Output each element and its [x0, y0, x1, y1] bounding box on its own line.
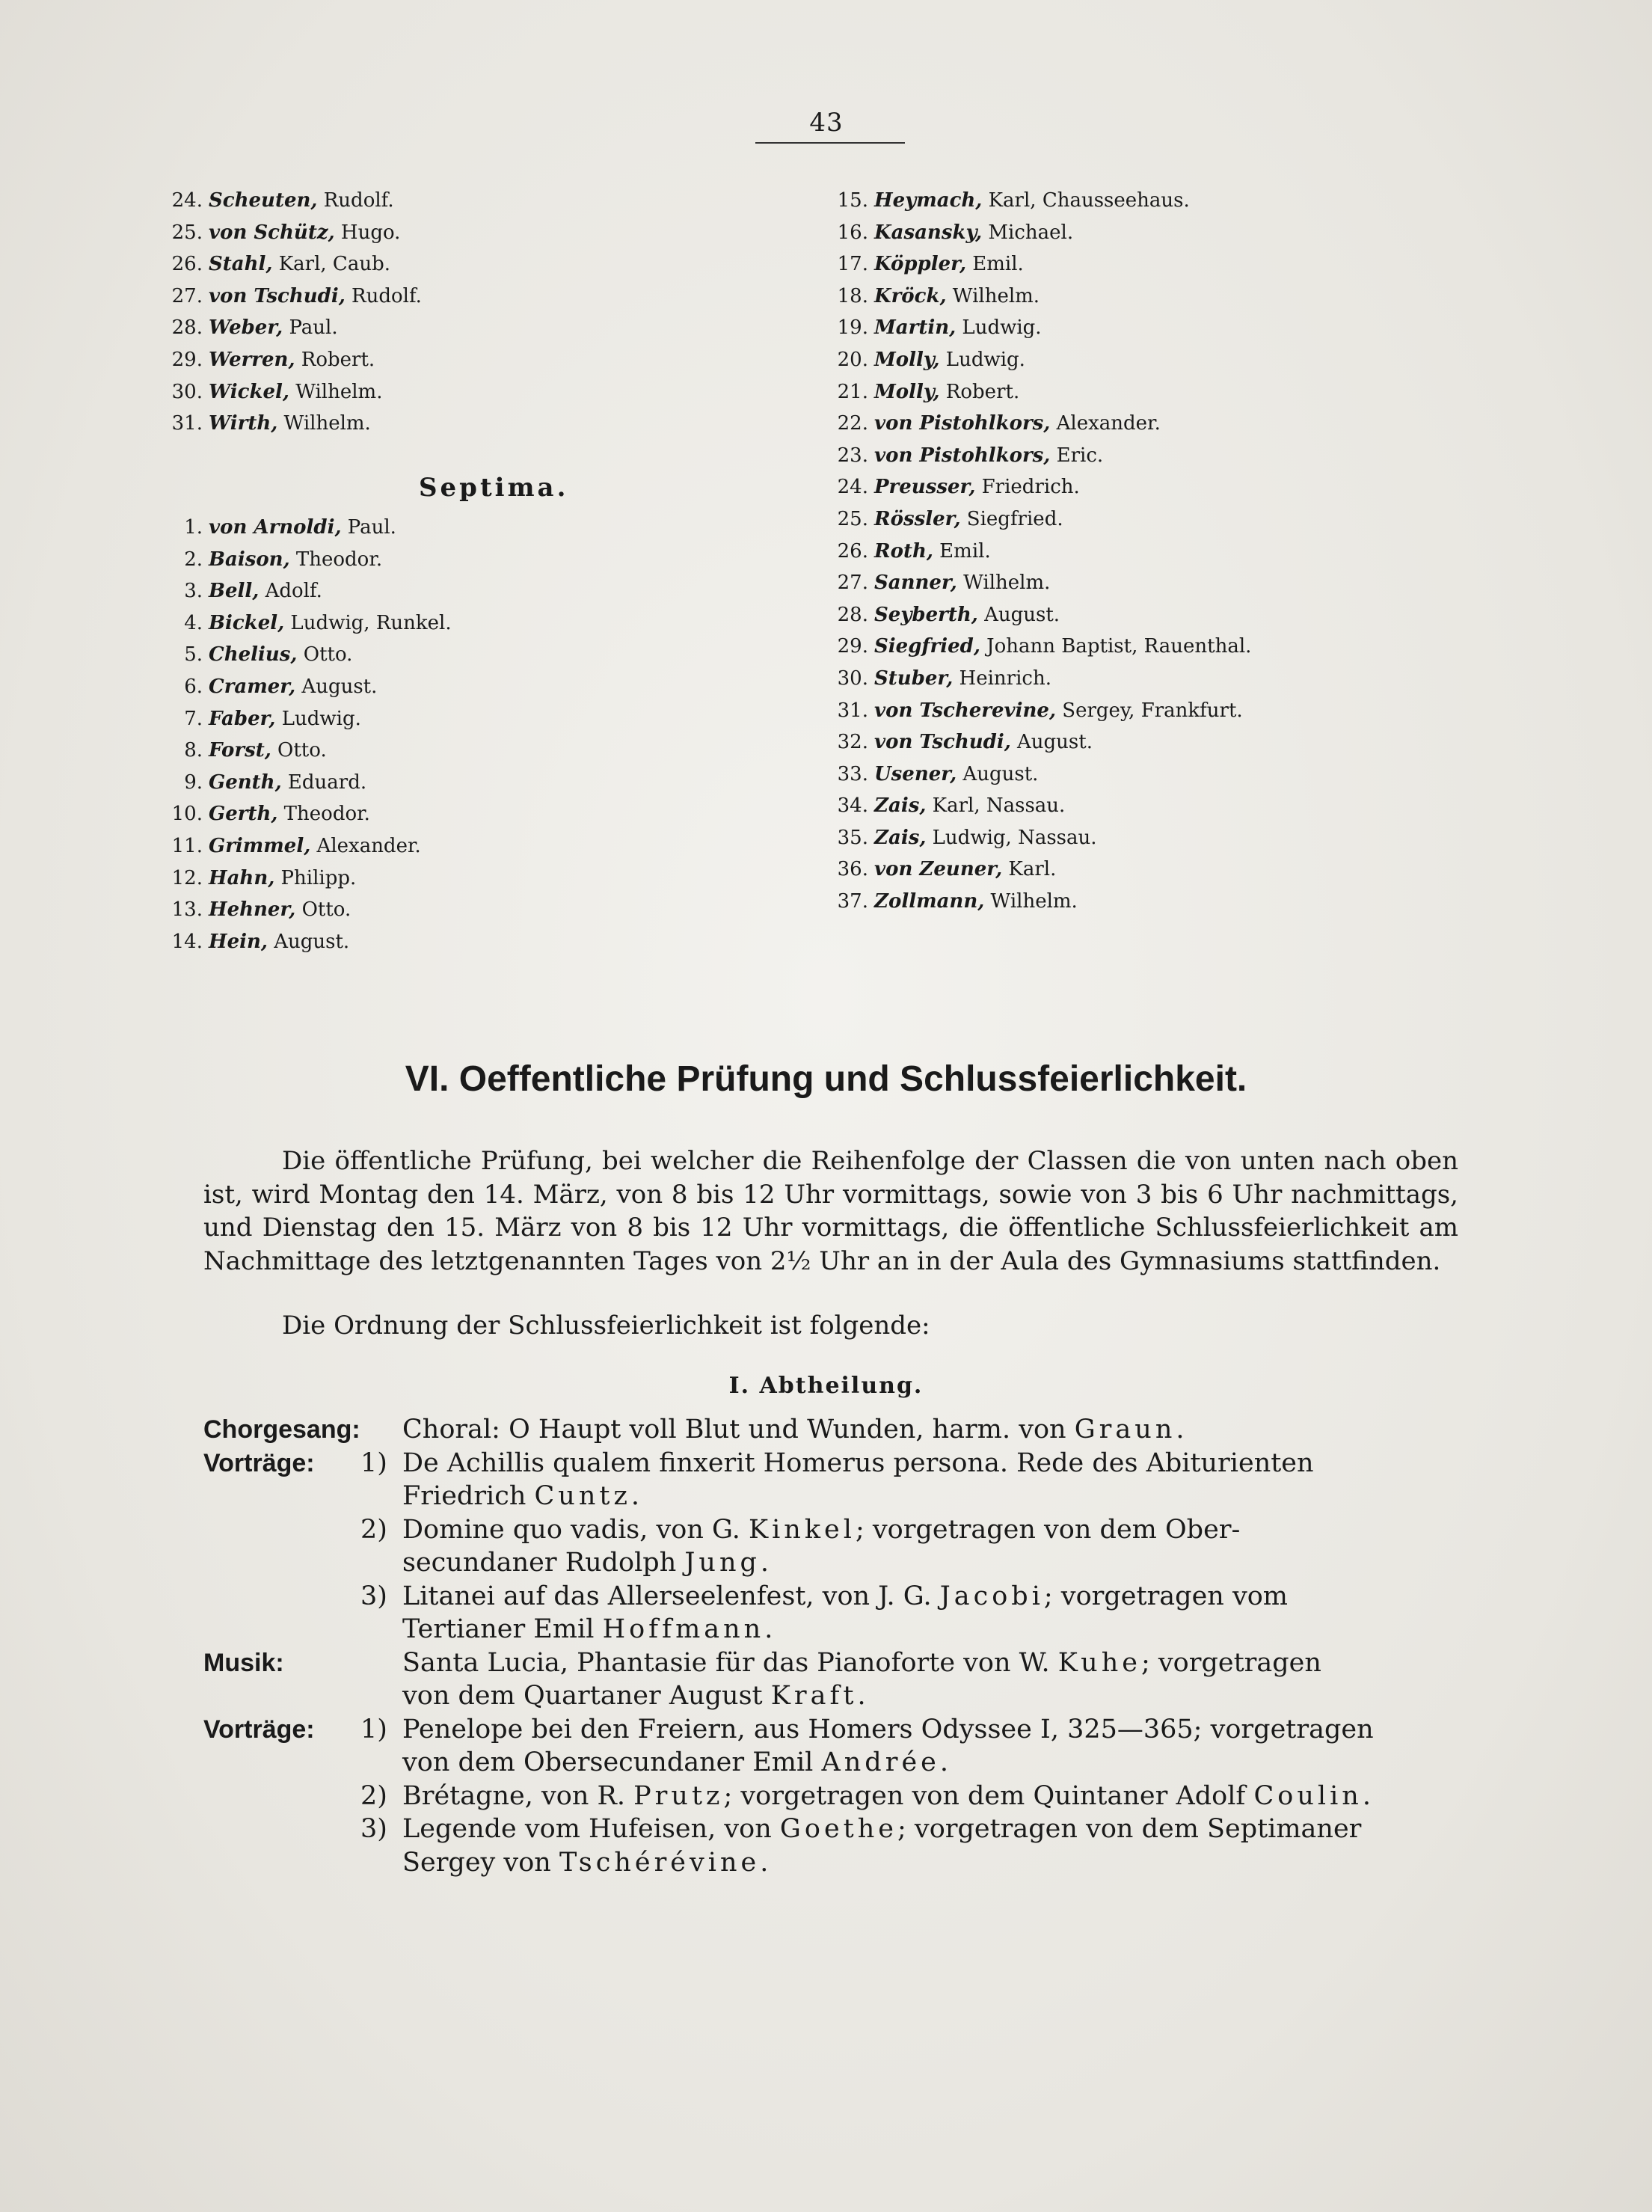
list-item: [826, 503, 1251, 536]
item-details: August.: [267, 930, 350, 953]
item-surname: Zollmann,: [874, 890, 985, 913]
paragraph-ordnung: Die Ordnung der Schlussfeierlichkeit ist folgende:: [282, 1311, 930, 1341]
item-surname: Zais,: [874, 826, 927, 849]
list-item: [826, 312, 1251, 344]
item-details: Ludwig.: [275, 707, 361, 730]
item-surname: Seyberth,: [874, 603, 978, 626]
item-details: Karl, Caub.: [272, 253, 390, 276]
item-number: 24.: [171, 189, 203, 212]
list-item: [826, 759, 1251, 791]
item-number: 33.: [837, 762, 868, 785]
list-item: [826, 440, 1251, 472]
musik-line2: von dem Quartaner August Kraft.: [402, 1681, 870, 1711]
item-details: Karl, Chausseehaus.: [982, 189, 1190, 212]
item-surname: Kröck,: [874, 284, 947, 307]
v1-line1: De Achillis qualem finxerit Homerus persona. Rede des Abiturienten: [402, 1448, 1314, 1478]
item-details: Ludwig.: [956, 316, 1042, 340]
item-surname: Chelius,: [209, 643, 298, 667]
list-item: [161, 312, 422, 344]
list-item: [826, 408, 1251, 440]
item-surname: Wickel,: [209, 380, 289, 403]
item-surname: von Tschudi,: [209, 284, 346, 307]
item-surname: von Pistohlkors,: [874, 412, 1051, 435]
list-item: [826, 471, 1251, 503]
list-item: [161, 344, 422, 376]
item-number: 23.: [837, 444, 868, 467]
item-details: August.: [977, 603, 1060, 626]
list-item: [826, 281, 1251, 313]
item-details: Eduard.: [281, 770, 367, 794]
list-item: [161, 575, 452, 607]
item-surname: Preusser,: [874, 476, 976, 499]
item-surname: Martin,: [874, 316, 956, 340]
item-details: August.: [956, 762, 1039, 785]
item-details: Ludwig, Nassau.: [926, 826, 1097, 849]
list-item: [161, 767, 452, 799]
item-number: 34.: [837, 794, 868, 818]
list-item: [161, 671, 452, 703]
item-number: 31.: [837, 699, 868, 722]
w1-number: 1): [360, 1715, 387, 1744]
vortraege-label: Vorträge:: [203, 1449, 315, 1477]
item-details: Paul.: [341, 516, 396, 539]
item-details: Rudolf.: [345, 284, 422, 307]
list-item: [161, 217, 422, 249]
item-details: Adolf.: [259, 580, 322, 603]
item-number: 2.: [184, 548, 203, 571]
item-number: 27.: [171, 284, 203, 307]
abtheilung-heading: I. Abtheilung.: [728, 1373, 924, 1399]
item-surname: Siegfried,: [874, 635, 980, 658]
item-surname: Werren,: [209, 348, 295, 371]
item-details: August.: [1010, 731, 1093, 754]
item-details: Heinrich.: [953, 667, 1051, 690]
item-number: 7.: [184, 707, 203, 730]
item-details: Theodor.: [277, 803, 370, 826]
item-details: Alexander.: [310, 834, 421, 857]
item-details: Sergey, Frankfurt.: [1056, 699, 1243, 722]
item-details: Siegfried.: [960, 507, 1063, 530]
item-number: 12.: [171, 866, 203, 889]
w3-line1: Legende vom Hufeisen, von Goethe; vorgetragen von dem Septimaner: [402, 1814, 1362, 1844]
item-details: Robert.: [939, 380, 1020, 403]
page-number-rule: [755, 142, 905, 144]
item-surname: von Arnoldi,: [209, 516, 342, 539]
item-surname: von Zeuner,: [874, 858, 1003, 881]
item-number: 16.: [837, 221, 868, 244]
list-item: [161, 926, 452, 958]
item-number: 35.: [837, 826, 868, 849]
item-details: Ludwig, Runkel.: [284, 611, 452, 634]
item-number: 8.: [184, 739, 203, 762]
item-surname: Faber,: [209, 707, 276, 730]
item-number: 28.: [837, 603, 868, 626]
item-number: 17.: [837, 253, 868, 276]
item-number: 28.: [171, 316, 203, 340]
musik-label: Musik:: [203, 1649, 284, 1677]
v1-line2: Friedrich Cuntz.: [402, 1481, 644, 1511]
item-details: Robert.: [295, 348, 375, 371]
item-number: 25.: [837, 507, 868, 530]
w2-line1: Brétagne, von R. Prutz; vorgetragen von dem Quintaner Adolf Coulin.: [402, 1781, 1375, 1811]
item-details: Friedrich.: [975, 476, 1080, 499]
item-surname: Scheuten,: [209, 189, 318, 212]
list-item: [161, 703, 452, 735]
item-details: Wilhelm.: [956, 572, 1051, 595]
item-number: 29.: [171, 348, 203, 371]
w1-line1: Penelope bei den Freiern, aus Homers Odyssee I, 325—365; vorgetragen: [402, 1715, 1374, 1744]
list-item: [161, 248, 422, 281]
item-number: 36.: [837, 858, 868, 881]
item-surname: Usener,: [874, 762, 957, 785]
list-item: [826, 726, 1251, 759]
item-details: Theodor.: [289, 548, 383, 571]
item-number: 3.: [184, 580, 203, 603]
item-surname: von Tscherevine,: [874, 699, 1057, 722]
list-item: [826, 631, 1251, 663]
list-item: [826, 536, 1251, 568]
item-number: 9.: [184, 770, 203, 794]
item-number: 11.: [171, 834, 203, 857]
item-details: Otto.: [271, 739, 327, 762]
list-item: [161, 639, 452, 671]
item-number: 14.: [171, 930, 203, 953]
item-details: Karl.: [1002, 858, 1057, 881]
item-details: Eric.: [1050, 444, 1104, 467]
item-surname: Hahn,: [209, 866, 275, 889]
item-number: 37.: [837, 890, 868, 913]
list-item: [161, 185, 422, 217]
item-number: 24.: [837, 476, 868, 499]
item-details: Hugo.: [334, 221, 401, 244]
item-details: Philipp.: [274, 866, 357, 889]
item-details: Michael.: [982, 221, 1074, 244]
item-details: Alexander.: [1050, 412, 1161, 435]
item-surname: Forst,: [209, 739, 271, 762]
list-item: [826, 886, 1251, 918]
item-surname: Hehner,: [209, 898, 296, 922]
item-surname: Cramer,: [209, 675, 296, 698]
list-item: [161, 798, 452, 830]
list-item: [161, 281, 422, 313]
w1-line2: von dem Obersecundaner Emil Andrée.: [402, 1747, 952, 1777]
left-name-list-septima: [161, 512, 452, 958]
item-surname: Bickel,: [209, 611, 285, 634]
list-item: [826, 185, 1251, 217]
item-details: Rudolf.: [317, 189, 394, 212]
item-surname: von Schütz,: [209, 221, 335, 244]
v2-number: 2): [360, 1515, 387, 1545]
item-number: 6.: [184, 675, 203, 698]
item-surname: Stuber,: [874, 667, 954, 690]
list-item: [826, 567, 1251, 599]
right-name-list: [826, 185, 1251, 918]
item-surname: von Pistohlkors,: [874, 444, 1051, 467]
item-surname: Gerth,: [209, 803, 278, 826]
item-number: 32.: [837, 731, 868, 754]
vortraege2-label: Vorträge:: [203, 1715, 315, 1744]
w3-number: 3): [360, 1814, 387, 1844]
chorgesang-label: Chorgesang:: [203, 1415, 360, 1444]
chorgesang-text: Choral: O Haupt voll Blut und Wunden, harm. von Graun.: [402, 1415, 1188, 1444]
item-number: 18.: [837, 284, 868, 307]
item-details: August.: [295, 675, 378, 698]
list-item: [161, 544, 452, 576]
item-details: Wilhelm.: [277, 412, 371, 435]
item-surname: Bell,: [209, 580, 260, 603]
list-item: [826, 663, 1251, 695]
v3-line2: Tertianer Emil Hoffmann.: [402, 1614, 777, 1644]
item-number: 5.: [184, 643, 203, 667]
item-details: Emil.: [966, 253, 1024, 276]
item-details: Johann Baptist, Rauenthal.: [980, 635, 1252, 658]
item-number: 25.: [171, 221, 203, 244]
item-surname: Grimmel,: [209, 834, 311, 857]
septima-heading: Septima.: [419, 473, 569, 503]
list-item: [161, 735, 452, 767]
item-number: 29.: [837, 635, 868, 658]
section-heading: VI. Oeffentliche Prüfung und Schlussfeierlichkeit.: [405, 1059, 1247, 1099]
item-number: 20.: [837, 348, 868, 371]
list-item: [161, 376, 422, 408]
list-item: [826, 599, 1251, 631]
v2-line2: secundaner Rudolph Jung.: [402, 1548, 773, 1578]
item-number: 10.: [171, 803, 203, 826]
list-item: [826, 376, 1251, 408]
item-surname: Weber,: [209, 316, 283, 340]
list-item: [826, 217, 1251, 249]
v3-number: 3): [360, 1581, 387, 1611]
item-surname: Genth,: [209, 770, 282, 794]
item-number: 27.: [837, 572, 868, 595]
list-item: [826, 248, 1251, 281]
item-surname: Zais,: [874, 794, 927, 818]
v2-line1: Domine quo vadis, von G. Kinkel; vorgetragen von dem Ober-: [402, 1515, 1241, 1545]
list-item: [826, 854, 1251, 886]
item-surname: von Tschudi,: [874, 731, 1011, 754]
item-details: Paul.: [283, 316, 338, 340]
item-details: Ludwig.: [939, 348, 1025, 371]
item-number: 21.: [837, 380, 868, 403]
item-number: 1.: [184, 516, 203, 539]
item-number: 4.: [184, 611, 203, 634]
item-details: Otto.: [297, 643, 353, 667]
item-number: 19.: [837, 316, 868, 340]
item-number: 30.: [837, 667, 868, 690]
item-number: 31.: [171, 412, 203, 435]
item-surname: Heymach,: [874, 189, 983, 212]
list-item: [161, 863, 452, 895]
item-number: 15.: [837, 189, 868, 212]
list-item: [826, 790, 1251, 822]
item-surname: Sanner,: [874, 572, 957, 595]
item-number: 30.: [171, 380, 203, 403]
v1-number: 1): [360, 1448, 387, 1478]
item-surname: Köppler,: [874, 253, 967, 276]
item-surname: Stahl,: [209, 253, 273, 276]
item-surname: Molly,: [874, 380, 940, 403]
item-details: Wilhelm.: [984, 890, 1078, 913]
item-surname: Kasansky,: [874, 221, 983, 244]
list-item: [826, 822, 1251, 854]
left-name-list-top: [161, 185, 422, 440]
v3-line1: Litanei auf das Allerseelenfest, von J. G. Jacobi; vorgetragen vom: [402, 1581, 1288, 1611]
list-item: [826, 695, 1251, 727]
list-item: [826, 344, 1251, 376]
list-item: [161, 408, 422, 440]
item-surname: Molly,: [874, 348, 940, 371]
item-surname: Hein,: [209, 930, 268, 953]
w2-number: 2): [360, 1781, 387, 1811]
item-number: 22.: [837, 412, 868, 435]
musik-line1: Santa Lucia, Phantasie für das Pianoforte von W. Kuhe; vorgetragen: [402, 1648, 1321, 1678]
item-surname: Rössler,: [874, 507, 961, 530]
list-item: [161, 512, 452, 544]
page-number: 43: [809, 108, 844, 138]
list-item: [161, 607, 452, 640]
item-details: Wilhelm.: [289, 380, 383, 403]
item-details: Wilhelm.: [946, 284, 1040, 307]
item-surname: Baison,: [209, 548, 290, 571]
paragraph-pruefung: Die öffentliche Prüfung, bei welcher die Reihenfolge der Classen die von unten nach oben ist, wird Montag den 14. März, von 8 bis 12 Uhr vormittags, sowie von 3 bis 6 Uhr nachmittags, und Dienstag den 15. März von 8 bis 12 Uhr vormittags, die öffentliche Schlussfeierlichkeit am Nachmittage des letztgenannten Tages von 2½ Uhr an in der Aula des Gymnasiums stattfinden.: [203, 1146, 1458, 1276]
w3-line2: Sergey von Tschérévine.: [402, 1848, 773, 1878]
item-number: 26.: [171, 253, 203, 276]
list-item: [161, 894, 452, 926]
list-item: [161, 830, 452, 863]
item-surname: Roth,: [874, 539, 933, 563]
item-details: Emil.: [933, 539, 991, 563]
item-surname: Wirth,: [209, 412, 278, 435]
item-number: 26.: [837, 539, 868, 563]
item-details: Karl, Nassau.: [926, 794, 1066, 818]
item-details: Otto.: [295, 898, 351, 922]
item-number: 13.: [171, 898, 203, 922]
